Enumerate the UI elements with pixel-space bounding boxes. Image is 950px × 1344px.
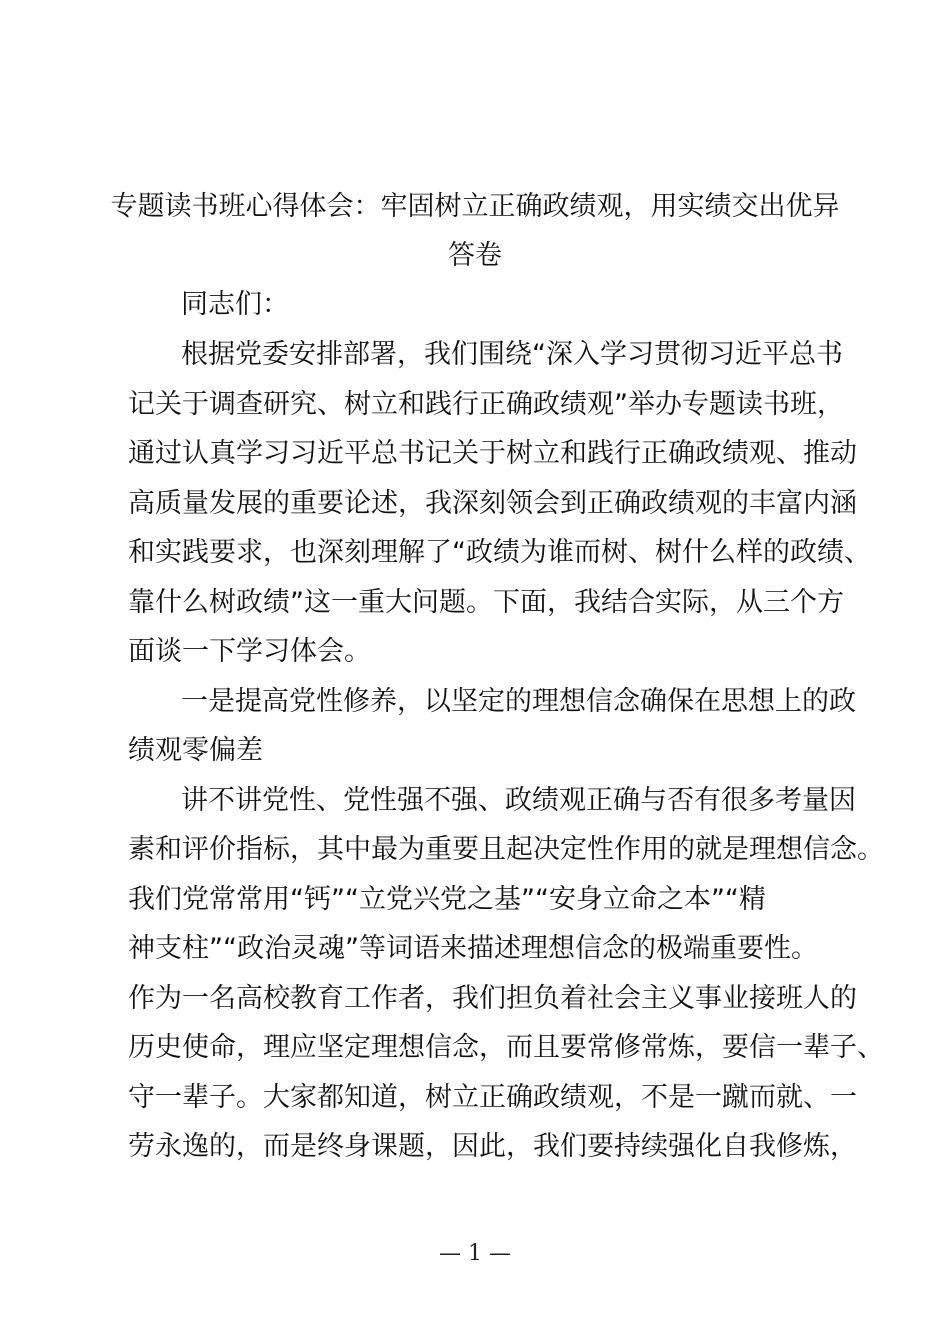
paragraph-line: 讲不讲党性、党性强不强、政绩观正确与否有很多考量因 <box>181 785 856 816</box>
paragraph-line: 根据党委安排部署，我们围绕“深入学习贯彻习近平总书 <box>181 339 843 370</box>
paragraph-line: 素和评价指标，其中最为重要且起决定性作用的就是理想信念。 <box>128 834 884 865</box>
paragraph-line: 记关于调查研究、树立和践行正确政绩观”举办专题读书班， <box>128 389 844 420</box>
paragraph-line: 作为一名高校教育工作者，我们担负着社会主义事业接班人的 <box>128 983 857 1014</box>
salutation: 同志们： <box>181 289 289 320</box>
paragraph-line: 守一辈子。大家都知道，树立正确政绩观，不是一蹴而就、一 <box>128 1082 857 1113</box>
paragraph-line: 和实践要求，也深刻理解了“政绩为谁而树、树什么样的政绩、 <box>128 537 871 568</box>
paragraph-line: 神支柱”“政治灵魂”等词语来描述理想信念的极端重要性。 <box>128 933 818 964</box>
paragraph-line: 历史使命，理应坚定理想信念，而且要常修常炼，要信一辈子、 <box>128 1032 884 1063</box>
section-heading-line: 一是提高党性修养，以坚定的理想信念确保在思想上的政 <box>181 686 856 717</box>
paragraph-line: 我们党常常用“钙”“立党兴党之基”“安身立命之本”“精 <box>128 884 766 915</box>
page-number: — 1 — <box>439 1241 511 1266</box>
document-title-line-1: 专题读书班心得体会：牢固树立正确政绩观，用实绩交出优异 <box>110 191 840 222</box>
paragraph-line: 高质量发展的重要论述，我深刻领会到正确政绩观的丰富内涵 <box>128 488 857 519</box>
paragraph-line: 劳永逸的，而是终身课题，因此，我们要持续强化自我修炼， <box>128 1131 857 1162</box>
paragraph-line: 通过认真学习习近平总书记关于树立和践行正确政绩观、推动 <box>128 438 857 469</box>
paragraph-line: 靠什么树政绩”这一重大问题。下面，我结合实际，从三个方 <box>128 587 844 618</box>
paragraph-line: 面谈一下学习体会。 <box>128 636 371 667</box>
document-title-line-2: 答卷 <box>448 240 502 271</box>
section-heading-line: 绩观零偏差 <box>128 735 263 766</box>
